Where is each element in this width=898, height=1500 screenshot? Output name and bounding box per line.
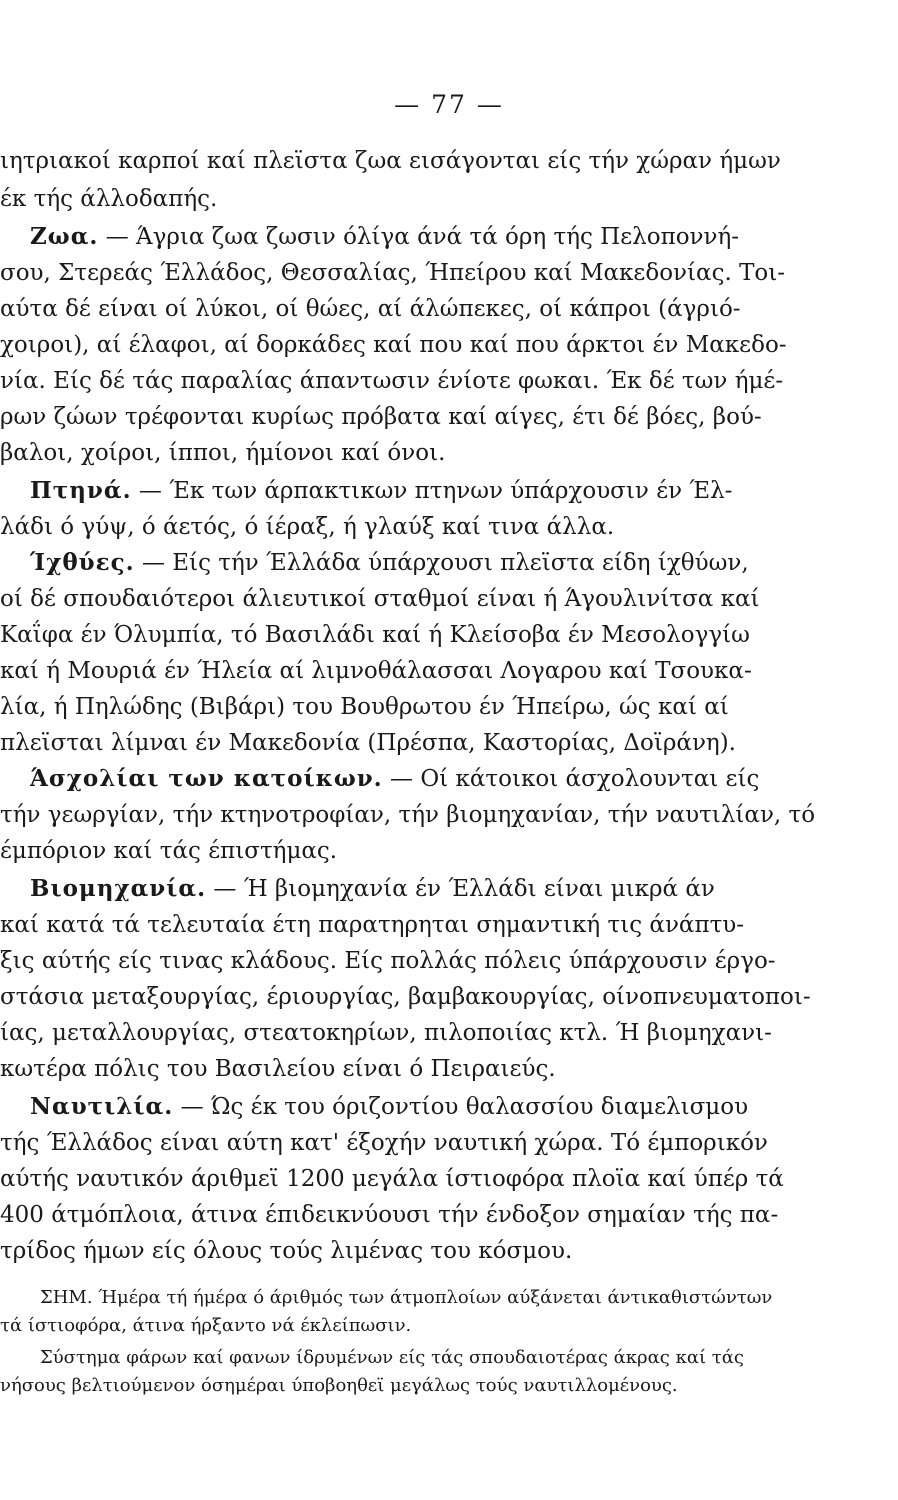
- paragraph-zoa: [30, 222, 898, 252]
- text-line: αύτής ναυτικόν άριθμεϊ 1200 μεγάλα ίστιοφόρα πλοϊα καί ύπέρ τά: [0, 1166, 784, 1192]
- paragraph-ichthyes: [30, 548, 898, 578]
- paragraph-viomichania: [30, 874, 898, 904]
- text-line: ιητριακοί καρποί καί πλεϊστα ζωα εισάγονται είς τήν χώραν ήμων: [0, 148, 781, 174]
- footnote-line: ΣΗΜ. Ήμέρα τή ήμέρα ό άριθμός των άτμοπλοίων αύξάνεται άντικαθιστώντων: [40, 1287, 773, 1308]
- text-line: αύτα δέ είναι οί λύκοι, οί θώες, αί άλώπεκες, οί κάπροι (άγριό-: [0, 296, 741, 322]
- text-line: οί δέ σπουδαιότεροι άλιευτικοί σταθμοί είναι ή Άγουλινίτσα καί: [0, 586, 760, 612]
- text-line: καί ή Μουριά έν Ήλεία αί λιμνοθάλασσαι Λογαρου καί Τσουκα-: [0, 658, 752, 684]
- text-line: έκ τής άλλοδαπής.: [0, 186, 218, 212]
- text-line: χοιροι), αί έλαφοι, αί δορκάδες καί που καί που άρκτοι έν Μακεδο-: [0, 332, 787, 358]
- text-line: — Ή βιομηχανία έν Έλλάδι είναι μικρά άν: [213, 876, 715, 902]
- text-line: έμπόριον καί τάς έπιστήμας.: [0, 838, 338, 864]
- text-line: — Άγρια ζωα ζωσιν όλίγα άνά τά όρη τής Πελοποννή-: [105, 224, 740, 250]
- text-line: στάσια μεταξουργίας, έριουργίας, βαμβακουργίας, οίνοπνευματοποι-: [0, 984, 811, 1010]
- section-heading-ichthyes: Ίχθύες.: [30, 549, 135, 576]
- paragraph-ascholiai: [30, 764, 898, 794]
- paragraph-ptina: [30, 476, 898, 506]
- text-line: καί κατά τά τελευταία έτη παρατηρηται σημαντική τις άνάπτυ-: [0, 912, 745, 938]
- text-line: πλεϊσται λίμναι έν Μακεδονία (Πρέσπα, Καστορίας, Δοϊράνη).: [0, 730, 736, 756]
- section-heading-ptina: Πτηνά.: [30, 477, 132, 504]
- page-number: — 77 —: [394, 90, 504, 119]
- text-line: ίας, μεταλλουργίας, στεατοκηρίων, πιλοποιίας κτλ. Ή βιομηχανι-: [0, 1020, 772, 1046]
- text-line: — Έκ των άρπακτικων πτηνων ύπάρχουσιν έν Έλ-: [138, 478, 733, 504]
- text-line: βαλοι, χοίροι, ίπποι, ήμίονοι καί όνοι.: [0, 440, 446, 466]
- footnote-line: νήσους βελτιούμενον όσημέραι ύποβοηθεϊ μεγάλως τούς ναυτιλλομένους.: [0, 1375, 678, 1396]
- section-heading-zoa: Ζωα.: [30, 223, 99, 250]
- footnote-line: τά ίστιοφόρα, άτινα ήρξαντο νά έκλείπωσιν.: [0, 1315, 412, 1336]
- text-line: τής Έλλάδος είναι αύτη κατ' έξοχήν ναυτική χώρα. Τό έμπορικόν: [0, 1130, 768, 1156]
- footnote-line: Σύστημα φάρων καί φανων ίδρυμένων είς τάς σπουδαιοτέρας άκρας καί τάς: [40, 1347, 744, 1368]
- text-line: λία, ή Πηλώδης (Βιβάρι) του Βουθρωτου έν Ήπείρω, ώς καί αί: [0, 694, 729, 720]
- text-line: σου, Στερεάς Έλλάδος, Θεσσαλίας, Ήπείρου καί Μακεδονίας. Τοι-: [0, 260, 786, 286]
- text-line: νία. Είς δέ τάς παραλίας άπαντωσιν ένίοτε φωκαι. Έκ δέ των ήμέ-: [0, 368, 784, 394]
- section-heading-naftilia: Ναυτιλία.: [30, 1093, 174, 1120]
- section-heading-ascholiai: Άσχολίαι των κατοίκων.: [30, 765, 383, 792]
- text-line: — Είς τήν Έλλάδα ύπάρχουσι πλεϊστα είδη ίχθύων,: [141, 550, 749, 576]
- text-line: ρων ζώων τρέφονται κυρίως πρόβατα καί αίγες, έτι δέ βόες, βού-: [0, 404, 762, 430]
- text-line: τρίδος ήμων είς όλους τούς λιμένας του κόσμου.: [0, 1238, 573, 1264]
- text-line: 400 άτμόπλοια, άτινα έπιδεικνύουσι τήν ένδοξον σημαίαν τής πα-: [0, 1202, 779, 1228]
- text-line: τήν γεωργίαν, τήν κτηνοτροφίαν, τήν βιομηχανίαν, τήν ναυτιλίαν, τό: [0, 802, 816, 828]
- text-line: κωτέρα πόλις του Βασιλείου είναι ό Πειραιεύς.: [0, 1056, 556, 1082]
- section-heading-viomichania: Βιομηχανία.: [30, 875, 207, 902]
- text-line: λάδι ό γύψ, ό άετός, ό ίέραξ, ή γλαύξ καί τινα άλλα.: [0, 514, 615, 540]
- text-line: — Ώς έκ του όριζοντίου θαλασσίου διαμελισμου: [180, 1094, 749, 1120]
- paragraph-naftilia: [30, 1092, 898, 1122]
- text-line: ξις αύτής είς τινας κλάδους. Είς πολλάς πόλεις ύπάρχουσιν έργο-: [0, 948, 776, 974]
- text-line: Καΐφα έν Όλυμπία, τό Βασιλάδι καί ή Κλείσοβα έν Μεσολογγίω: [0, 622, 750, 648]
- text-line: — Οί κάτοικοι άσχολουνται είς: [390, 766, 760, 792]
